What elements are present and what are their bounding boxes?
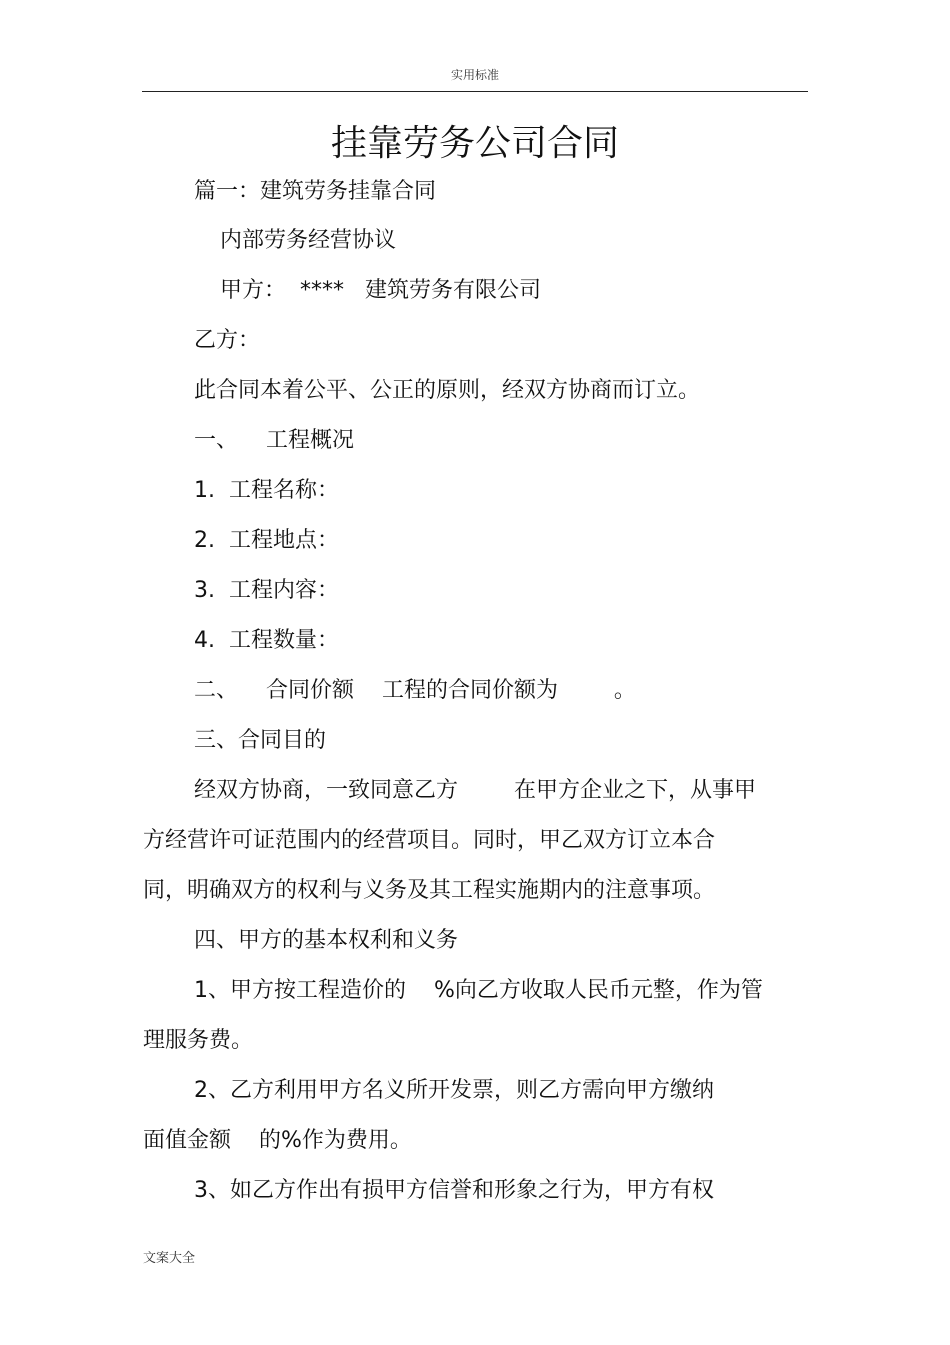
project-location-item: 2. 工程地点： <box>194 528 339 553</box>
document-title: 挂靠劳务公司合同 <box>330 123 619 164</box>
clause-1-line-1: 1、甲方按工程造价的 %向乙方收取人民币元整，作为管 <box>194 978 763 1003</box>
project-quantity-item: 4. 工程数量： <box>194 628 339 653</box>
section-heading-contract-price: 二、 合同价额 工程的合同价额为 。 <box>194 678 636 703</box>
page-footer: 文案大全 <box>143 1251 196 1266</box>
party-b-line: 乙方： <box>194 328 261 353</box>
clause-2-line-1: 2、乙方利用甲方名义所开发票，则乙方需向甲方缴纳 <box>194 1078 714 1103</box>
purpose-paragraph-line-1: 经双方协商，一致同意乙方 在甲方企业之下，从事甲 <box>194 778 756 803</box>
clause-3-line-1: 3、如乙方作出有损甲方信誉和形象之行为，甲方有权 <box>194 1178 714 1203</box>
agreement-subtitle: 内部劳务经营协议 <box>220 228 397 253</box>
purpose-paragraph-line-2: 方经营许可证范围内的经营项目。同时，甲乙双方订立本合 <box>143 828 716 853</box>
section-heading-project-overview: 一、 工程概况 <box>194 428 354 453</box>
project-name-item: 1. 工程名称： <box>194 478 339 503</box>
purpose-paragraph-line-3: 同，明确双方的权利与义务及其工程实施期内的注意事项。 <box>143 878 716 903</box>
section-heading-party-a-rights: 四、甲方的基本权利和义务 <box>194 928 459 953</box>
clause-2-line-2: 面值金额 的%作为费用。 <box>143 1128 412 1153</box>
contract-preamble: 此合同本着公平、公正的原则，经双方协商而订立。 <box>194 378 701 403</box>
header-divider <box>142 91 808 92</box>
section-heading-contract-purpose: 三、合同目的 <box>194 728 327 753</box>
project-content-item: 3. 工程内容： <box>194 578 339 603</box>
page-header: 实用标准 <box>450 68 499 82</box>
section-heading-part-one: 篇一：建筑劳务挂靠合同 <box>194 179 437 204</box>
clause-1-line-2: 理服务费。 <box>143 1028 254 1053</box>
party-a-line: 甲方： **** 建筑劳务有限公司 <box>220 278 541 303</box>
